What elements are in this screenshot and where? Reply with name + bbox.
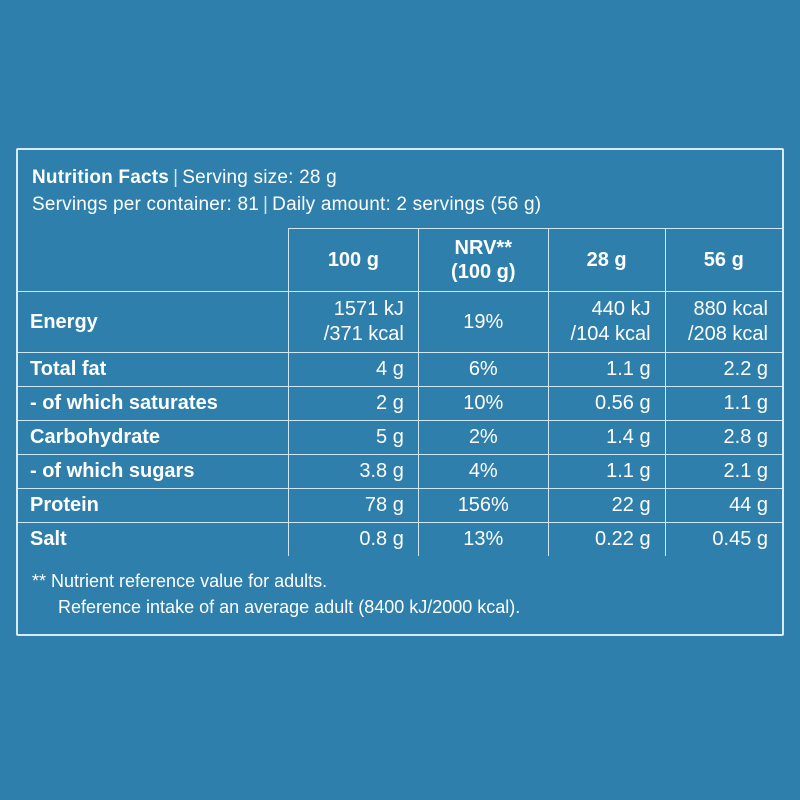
row-carbohydrate-28g: 1.4 g [548,421,665,455]
table-row [18,489,782,523]
column-header-nrv-line1: NRV** [454,237,512,259]
row-label-protein: Protein [18,489,288,523]
footnote [18,556,782,634]
row-salt-56g: 0.45 g [665,523,782,557]
nutrition-table [18,228,782,556]
footnote-line-1: ** Nutrient reference value for adults. [32,571,328,591]
header-line-1 [32,164,768,191]
nutrition-facts-card [16,148,784,636]
table-header-row [18,229,782,292]
header-divider-1: | [173,167,179,188]
row-saturates-56g: 1.1 g [665,387,782,421]
column-header-nrv-line2: (100 g) [451,261,516,283]
column-header-56g: 56 g [665,229,782,292]
row-saturates-100g: 2 g [288,387,418,421]
row-saturates-nrv: 10% [418,387,548,421]
daily-amount-label: Daily amount: [272,194,391,215]
row-label-carbohydrate: Carbohydrate [18,421,288,455]
row-sugars-nrv: 4% [418,455,548,489]
row-label-sugars: - of which sugars [18,455,288,489]
servings-per-container-label: Servings per container: [32,194,232,215]
table-body [18,292,782,557]
row-energy-100g-line2: /371 kcal [323,323,404,345]
serving-size-label: Serving size: [182,167,294,188]
header-divider-2: | [263,194,269,215]
row-energy-28g-line2: /104 kcal [570,323,651,345]
row-energy-28g-line1: 440 kJ [591,298,651,320]
table-row [18,353,782,387]
row-sugars-56g: 2.1 g [665,455,782,489]
table-row [18,523,782,557]
row-sugars-100g: 3.8 g [288,455,418,489]
servings-per-container-value: 81 [237,194,260,215]
table-row [18,455,782,489]
row-label-energy: Energy [18,292,288,353]
row-total-fat-nrv: 6% [418,353,548,387]
nutrition-facts-header [18,150,782,228]
row-carbohydrate-nrv: 2% [418,421,548,455]
table-header [18,229,782,292]
table-row [18,387,782,421]
column-header-blank [18,229,288,292]
column-header-28g: 28 g [548,229,665,292]
row-label-saturates: - of which saturates [18,387,288,421]
page-title: Nutrition Facts [32,167,170,188]
daily-amount-value: 2 servings (56 g) [396,194,542,215]
row-salt-100g: 0.8 g [288,523,418,557]
row-protein-nrv: 156% [418,489,548,523]
row-energy-28g [548,292,665,353]
row-saturates-28g: 0.56 g [548,387,665,421]
row-energy-100g-line1: 1571 kJ [333,298,404,320]
column-header-100g: 100 g [288,229,418,292]
row-protein-28g: 22 g [548,489,665,523]
row-carbohydrate-56g: 2.8 g [665,421,782,455]
row-total-fat-56g: 2.2 g [665,353,782,387]
row-sugars-28g: 1.1 g [548,455,665,489]
row-salt-28g: 0.22 g [548,523,665,557]
table-row [18,421,782,455]
header-line-2 [32,191,768,218]
table-row [18,292,782,353]
row-protein-56g: 44 g [665,489,782,523]
row-energy-100g [288,292,418,353]
row-label-total-fat: Total fat [18,353,288,387]
row-energy-56g-line1: 880 kcal [693,298,768,320]
row-energy-56g-line2: /208 kcal [687,323,768,345]
row-total-fat-100g: 4 g [288,353,418,387]
row-carbohydrate-100g: 5 g [288,421,418,455]
row-salt-nrv: 13% [418,523,548,557]
row-energy-nrv: 19% [418,292,548,353]
row-total-fat-28g: 1.1 g [548,353,665,387]
column-header-nrv [418,229,548,292]
row-label-salt: Salt [18,523,288,557]
row-protein-100g: 78 g [288,489,418,523]
serving-size-value: 28 g [299,167,337,188]
row-energy-56g [665,292,782,353]
footnote-line-2: Reference intake of an average adult (8400 kJ/2000 kcal). [58,597,521,617]
